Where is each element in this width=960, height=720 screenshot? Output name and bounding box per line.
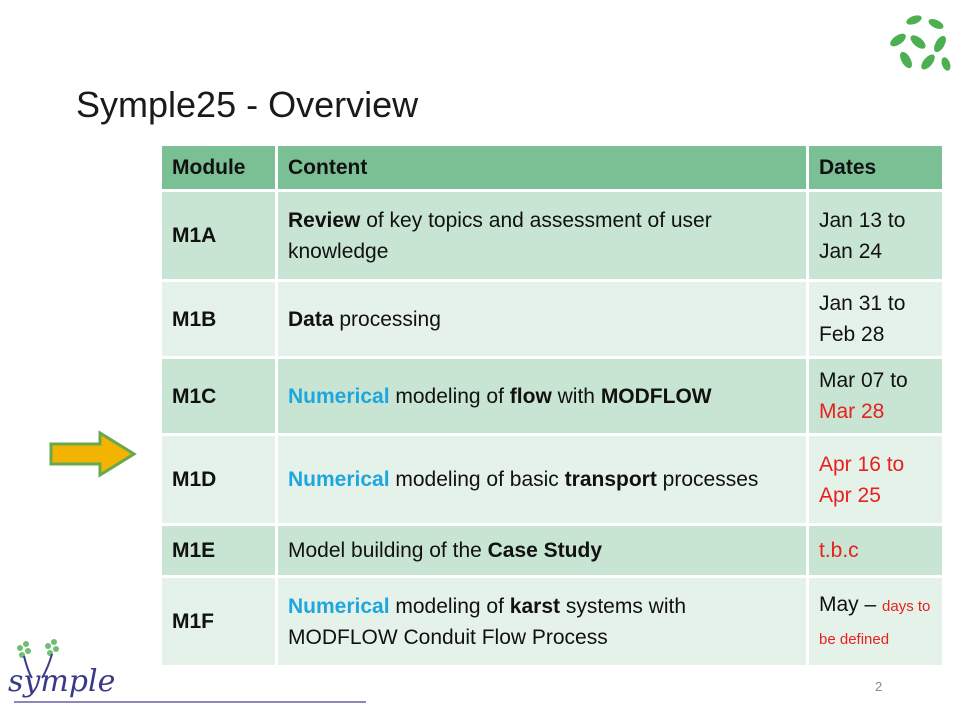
- content-bold: Case Study: [487, 539, 603, 562]
- dates-line2: Apr 25: [819, 483, 881, 507]
- content-bold: karst: [509, 594, 560, 618]
- content-bold: flow: [509, 384, 552, 408]
- table-header-row: [162, 146, 942, 192]
- module-content: [278, 359, 809, 436]
- module-dates: [809, 192, 942, 282]
- content-text: of key topics and assessment of user knowledge: [288, 208, 712, 263]
- module-code: M1B: [162, 282, 278, 359]
- brand-wordmark: symple: [8, 664, 116, 699]
- module-content: [278, 192, 809, 282]
- table-row: [162, 192, 942, 282]
- module-dates: [809, 282, 942, 359]
- content-highlight: Numerical: [288, 594, 390, 618]
- dates-note: days to be defined: [819, 597, 931, 648]
- module-code: M1F: [162, 578, 278, 668]
- content-text: with: [551, 384, 601, 408]
- dates-line1: Jan 13 to: [819, 208, 906, 232]
- content-bold: MODFLOW: [600, 384, 712, 408]
- header-module: Module: [162, 146, 278, 192]
- content-text: processes: [656, 468, 759, 491]
- module-content: [278, 526, 809, 578]
- module-content: [278, 282, 809, 359]
- dates-line1: t.b.c: [819, 539, 859, 562]
- dates-line1: Apr 16 to: [819, 452, 905, 476]
- content-text: modeling of: [389, 594, 510, 618]
- page-number: 2: [875, 679, 883, 694]
- table-row: [162, 526, 942, 578]
- dates-line2: Mar 28: [819, 400, 885, 423]
- dates-line1: Mar 07 to: [819, 369, 908, 392]
- content-highlight: Numerical: [288, 384, 390, 408]
- content-text: modeling of: [389, 384, 510, 408]
- overview-table: [162, 146, 942, 668]
- module-dates: [809, 436, 942, 526]
- dates-line1: Jan 31 to: [819, 292, 906, 315]
- module-code: M1D: [162, 436, 278, 526]
- table-row: [162, 359, 942, 436]
- module-dates: [809, 578, 942, 668]
- content-bold: Review: [288, 208, 361, 232]
- dates-main: May –: [819, 592, 883, 616]
- table-row: [162, 436, 942, 526]
- module-content: [278, 436, 809, 526]
- content-highlight: Numerical: [288, 468, 390, 491]
- content-bold: transport: [564, 468, 657, 491]
- content-bold: Data: [288, 307, 334, 331]
- dates-line2: Jan 24: [819, 239, 883, 263]
- leaves-icon: [884, 8, 956, 76]
- content-text: Model building of the: [288, 539, 488, 562]
- content-text: processing: [333, 307, 441, 331]
- module-dates: [809, 359, 942, 436]
- module-code: M1E: [162, 526, 278, 578]
- content-text: modeling of basic: [389, 468, 565, 491]
- dates-line2: Feb 28: [819, 323, 885, 346]
- header-content: Content: [278, 146, 809, 192]
- header-dates: Dates: [809, 146, 942, 192]
- slide-title: Symple25 - Overview: [76, 84, 419, 125]
- table-row: [162, 282, 942, 359]
- module-code: M1A: [162, 192, 278, 282]
- module-code: M1C: [162, 359, 278, 436]
- content-text: systems with MODFLOW Conduit Flow Process: [288, 594, 687, 649]
- module-dates: [809, 526, 942, 578]
- right-arrow-icon: [48, 430, 138, 478]
